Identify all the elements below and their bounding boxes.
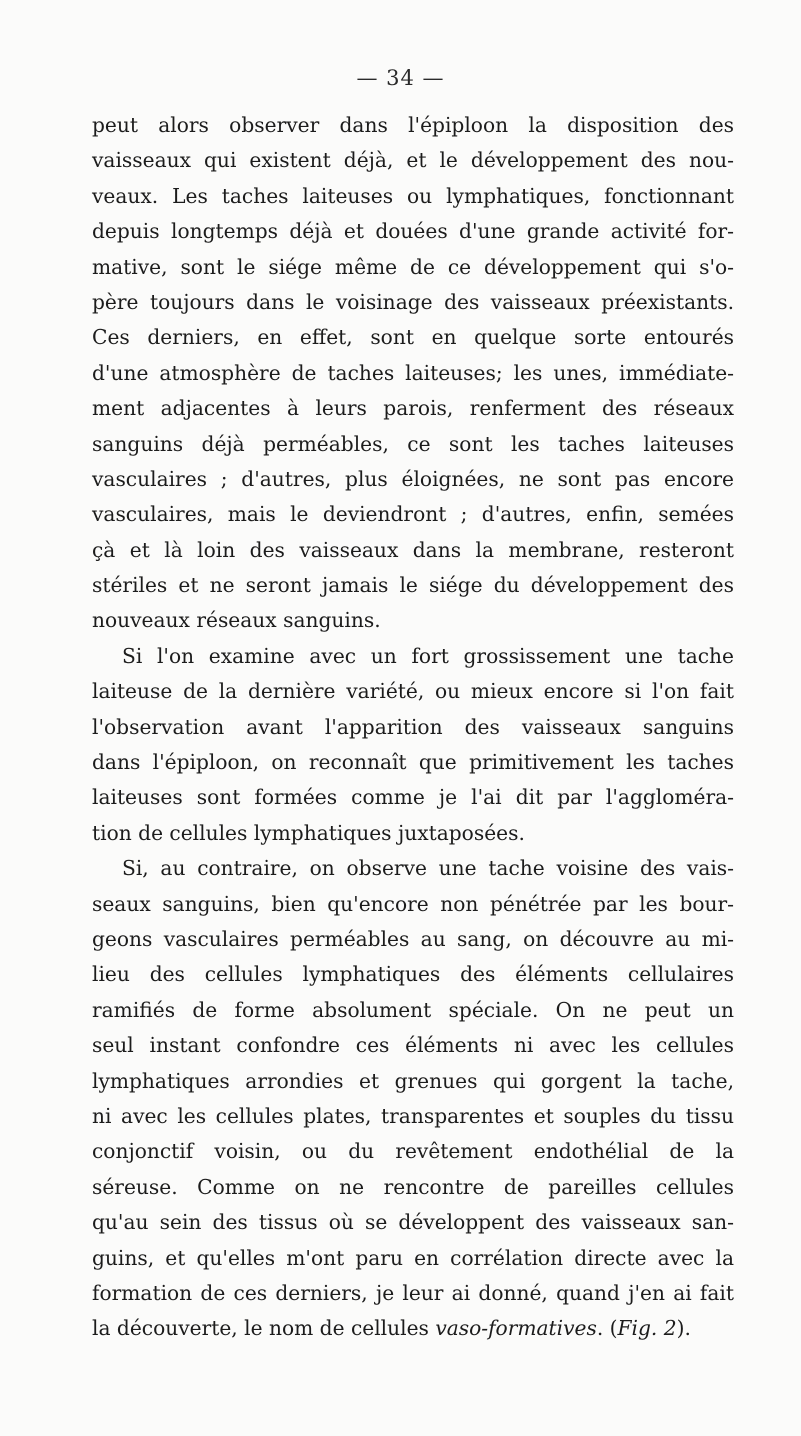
text-line: ment adjacentes à leurs parois, renferment des réseaux	[92, 396, 734, 421]
final-text-line	[92, 1311, 734, 1346]
text-line: veaux. Les taches laiteuses ou lymphatiques, fonctionnant	[92, 183, 734, 208]
text-line: laiteuses sont formées comme je l'ai dit par l'aggloméra-	[92, 785, 734, 810]
text-line: d'une atmosphère de taches laiteuses; les unes, immédiate-	[92, 360, 734, 385]
text-line: séreuse. Comme on ne rencontre de pareilles cellules	[92, 1174, 734, 1199]
body-text	[92, 108, 734, 1347]
text-line: l'observation avant l'apparition des vaisseaux sanguins	[92, 714, 734, 739]
text-line: vasculaires ; d'autres, plus éloignées, ne sont pas encore	[92, 466, 734, 491]
text-line: nouveaux réseaux sanguins.	[92, 608, 381, 633]
text-fragment: ).	[676, 1316, 691, 1341]
text-line: ramifiés de forme absolument spéciale. On ne peut un	[92, 997, 734, 1022]
text-line: seaux sanguins, bien qu'encore non pénétrée par les bour-	[92, 891, 734, 916]
text-fragment: . (	[596, 1316, 618, 1341]
text-line: seul instant confondre ces éléments ni avec les cellules	[92, 1033, 734, 1058]
text-line: formation de ces derniers, je leur ai donné, quand j'en ai fait	[92, 1280, 734, 1305]
text-line: mative, sont le siége même de ce développement qui s'o-	[92, 254, 734, 279]
page-number: — 34 —	[356, 66, 445, 90]
text-line: tion de cellules lymphatiques juxtaposées.	[92, 820, 525, 845]
text-line: ni avec les cellules plates, transparentes et souples du tissu	[92, 1103, 734, 1128]
text-line: laiteuse de la dernière variété, ou mieux encore si l'on fait	[92, 679, 734, 704]
text-line: conjonctif voisin, ou du revêtement endothélial de la	[92, 1139, 734, 1164]
text-line: çà et là loin des vaisseaux dans la membrane, resteront	[92, 537, 734, 562]
text-line: sanguins déjà perméables, ce sont les taches laiteuses	[92, 431, 734, 456]
text-line: peut alors observer dans l'épiploon la disposition des	[92, 113, 734, 137]
text-line: qu'au sein des tissus où se développent des vaisseaux san-	[92, 1210, 734, 1235]
text-line: Si l'on examine avec un fort grossissement une tache	[122, 643, 734, 668]
text-fragment: la découverte, le nom de cellules	[92, 1316, 436, 1341]
text-line: Si, au contraire, on observe une tache voisine des vais-	[122, 856, 734, 881]
text-line: vaisseaux qui existent déjà, et le développement des nou-	[92, 148, 734, 173]
figure-reference: Fig. 2	[617, 1316, 677, 1341]
text-line: dans l'épiploon, on reconnaît que primitivement les taches	[92, 750, 734, 775]
text-line: stériles et ne seront jamais le siége du développement des	[92, 573, 734, 598]
text-line: lieu des cellules lymphatiques des éléments cellulaires	[92, 962, 734, 987]
text-line: guins, et qu'elles m'ont paru en corrélation directe avec la	[92, 1245, 734, 1270]
italic-term: vaso-formatives	[435, 1316, 597, 1341]
text-line: Ces derniers, en effet, sont en quelque sorte entourés	[92, 325, 734, 350]
text-line: depuis longtemps déjà et douées d'une grande activité for-	[92, 219, 734, 244]
text-line: vasculaires, mais le deviendront ; d'autres, enfin, semées	[92, 502, 734, 527]
text-line: geons vasculaires perméables au sang, on découvre au mi-	[92, 926, 734, 951]
text-line: lymphatiques arrondies et grenues qui gorgent la tache,	[92, 1068, 734, 1093]
text-line: père toujours dans le voisinage des vaisseaux préexistants.	[92, 289, 734, 314]
